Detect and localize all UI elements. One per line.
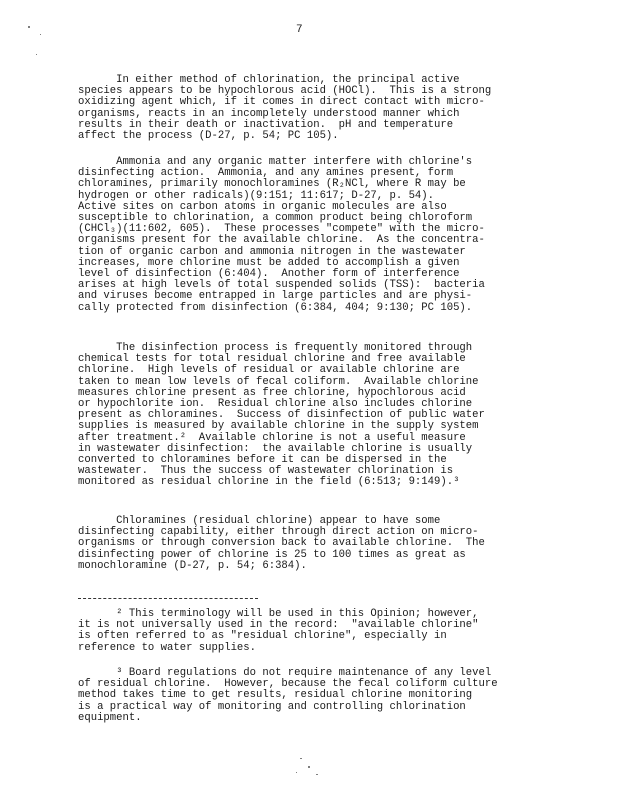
text-line: chloramines, primarily monochloramines (R₂NCl, where R may be <box>78 178 466 191</box>
text-line: wastewater. Thus the success of wastewater chlorination is <box>78 465 454 478</box>
scan-speck <box>308 766 310 768</box>
text-line: organisms, reacts in an incompletely understood manner which <box>78 107 460 120</box>
footnote-line: ² This terminology will be used in this Opinion; however, <box>78 608 479 620</box>
scan-speck <box>40 34 41 35</box>
text-line: Ammonia and any organic matter interfere with chlorine's <box>78 156 473 168</box>
scan-speck <box>28 26 30 28</box>
text-line: disinfecting capability, either through direct action on micro- <box>78 526 479 539</box>
text-line: in wastewater disinfection: the available chlorine is usually <box>78 442 473 455</box>
text-line: level of disinfection (6:404). Another form of interference <box>78 268 460 281</box>
footnote-3 <box>78 668 550 724</box>
text-line: taken to mean low levels of fecal coliform. Available chlorine <box>78 375 479 388</box>
paragraph-ammonia-interference <box>78 157 550 314</box>
footnote-line: method takes time to get results, residual chlorine monitoring <box>78 689 473 702</box>
text-line: oxidizing agent which, if it comes in direct contact with micro- <box>78 96 485 109</box>
footnote-line: equipment. <box>78 711 142 724</box>
text-line: tion of organic carbon and ammonia nitrogen in the wastewater <box>78 245 466 258</box>
page-number: 7 <box>296 24 303 36</box>
footnote-2 <box>78 609 550 654</box>
text-line: after treatment.² Available chlorine is not a useful measure <box>78 431 466 444</box>
text-line: chemical tests for total residual chlorine and free available <box>78 353 466 366</box>
text-line: monitored as residual chlorine in the field (6:513; 9:149).³ <box>78 476 460 489</box>
scan-speck <box>300 758 302 759</box>
text-line: The disinfection process is frequently monitored through <box>78 342 473 354</box>
footnote-line: ³ Board regulations do not require maintenance of any level <box>78 667 492 679</box>
scan-speck <box>316 774 318 775</box>
text-line: organisms present for the available chlorine. As the concentra- <box>78 234 485 247</box>
text-line: increases, more chlorine must be added to accomplish a given <box>78 256 460 269</box>
text-line: affect the process (D-27, p. 54; PC 105). <box>78 130 339 143</box>
paragraph-monitoring <box>78 343 550 489</box>
text-line: present as chloramines. Success of disinfection of public water <box>78 409 485 422</box>
footnote-line: of residual chlorine. However, because the fecal coliform culture <box>78 678 498 691</box>
scan-speck <box>36 54 37 55</box>
footnote-line: is a practical way of monitoring and controlling chlorination <box>78 700 466 713</box>
scan-speck <box>296 772 297 773</box>
paragraph-hypochlorous-acid <box>78 75 550 142</box>
text-line: Chloramines (residual chlorine) appear to have some <box>78 515 441 527</box>
text-line: cally protected from disinfection (6:384, 404; 9:130; PC 105). <box>78 301 473 314</box>
text-line: disinfecting power of chlorine is 25 to 100 times as great as <box>78 548 466 561</box>
text-line: disinfecting action. Ammonia, and any amines present, form <box>78 167 454 180</box>
text-line: Active sites on carbon atoms in organic molecules are also <box>78 200 447 213</box>
text-line: converted to chloramines before it can be dispersed in the <box>78 454 447 467</box>
text-line: arises at high levels of total suspended solids (TSS): bacteria <box>78 279 485 292</box>
text-line: measures chlorine present as free chlorine, hypochlorous acid <box>78 386 466 399</box>
text-line: hydrogen or other radicals)(9:151; 11:617; D-27, p. 54). <box>78 189 435 202</box>
text-line: In either method of chlorination, the principal active <box>78 74 460 86</box>
text-line: (CHCl₃)(11:602, 605). These processes "compete" with the micro- <box>78 223 485 236</box>
text-line: susceptible to chlorination, a common product being chloroform <box>78 212 473 225</box>
text-line: results in their death or inactivation. pH and temperature <box>78 118 454 131</box>
footnote-separator <box>78 598 258 599</box>
text-line: chlorine. High levels of residual or available chlorine are <box>78 364 460 377</box>
text-line: organisms or through conversion back to available chlorine. The <box>78 537 485 550</box>
footnote-line: is often referred to as "residual chlorine", especially in <box>78 630 447 643</box>
text-line: species appears to be hypochlorous acid (HOCl). This is a strong <box>78 85 492 98</box>
text-line: supplies is measured by available chlorine in the supply system <box>78 420 479 433</box>
footnote-line: reference to water supplies. <box>78 641 257 654</box>
text-line: monochloramine (D-27, p. 54; 6:384). <box>78 559 307 572</box>
footnote-line: it is not universally used in the record: "available chlorine" <box>78 619 479 632</box>
text-line: or hypochlorite ion. Residual chlorine also includes chlorine <box>78 398 473 411</box>
text-line: and viruses become entrapped in large particles and are physi- <box>78 290 473 303</box>
paragraph-chloramines <box>78 516 550 572</box>
